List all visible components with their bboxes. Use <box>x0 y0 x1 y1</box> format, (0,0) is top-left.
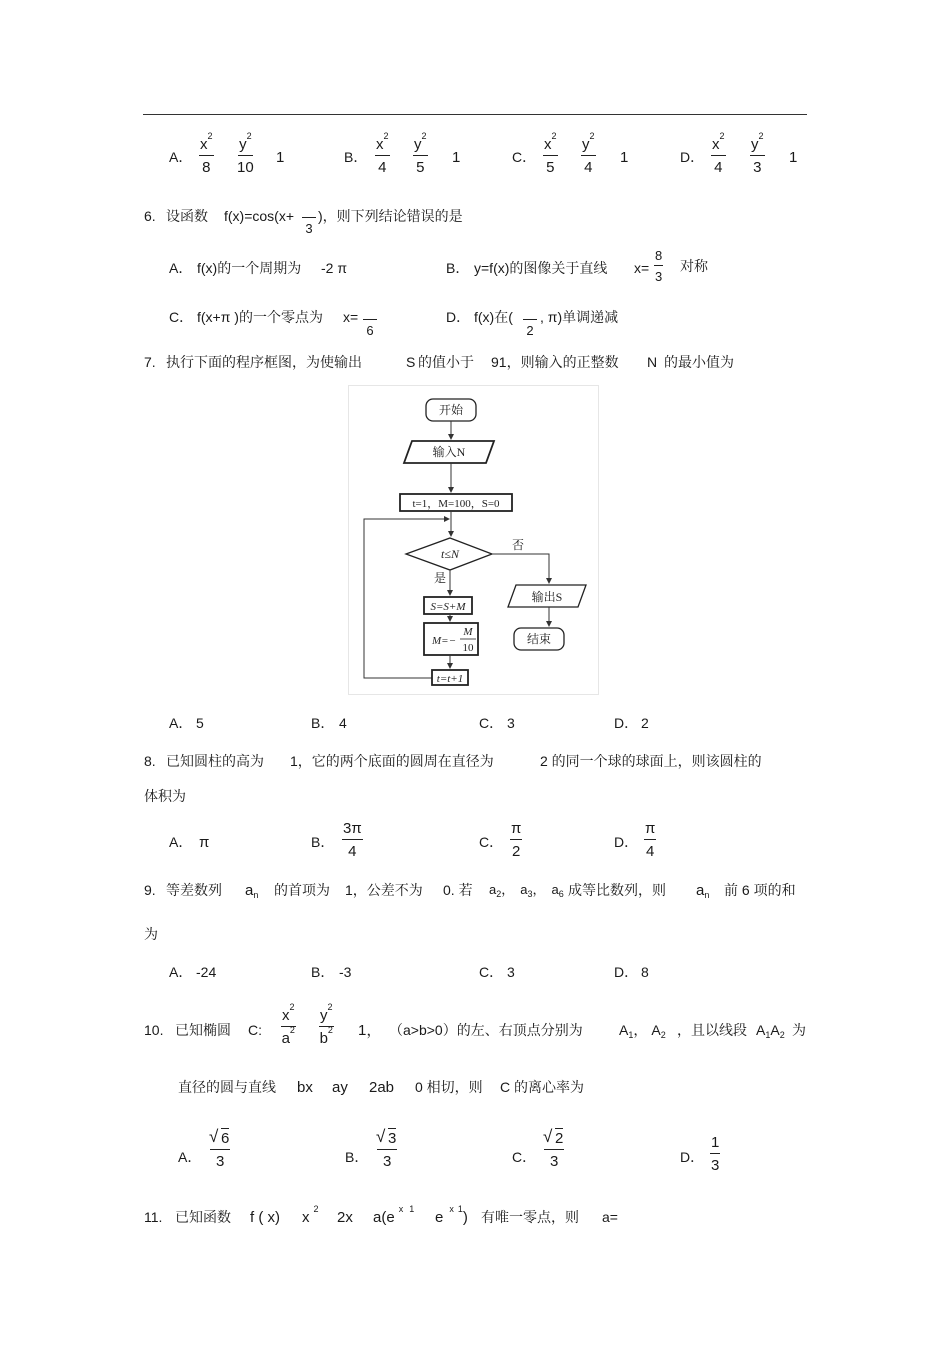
q7-c-val: 3 <box>507 715 515 731</box>
q9-stem-d: 0. 若 <box>443 882 473 898</box>
flow-start-text: 开始 <box>438 403 464 417</box>
q5-c-frac-x: $\frac{x^2}{5}$ <box>544 131 557 176</box>
q10-line2-bx: bx <box>297 1079 313 1096</box>
q6-c-xeq: x= <box>343 309 359 325</box>
q10-line2-c: C 的离心率为 <box>500 1079 584 1095</box>
q8-c-frac: $\frac{\pi}{2}$ <box>511 820 522 860</box>
q7-d-val: 2 <box>641 715 649 731</box>
q5-d-frac-y: $\frac{y^2}{3}$ <box>751 131 764 176</box>
flow-decision-text: t≤N <box>441 547 459 561</box>
q7-stem-c: 的最小值为 <box>664 354 734 370</box>
q6-d-text: f(x)在( <box>474 309 513 325</box>
q8-d-label: D． <box>614 834 639 850</box>
q9-a2a3a6: $a_2$， $a_3$， $a_6$ <box>489 882 564 899</box>
q10-stem-d: （a>b>0）的左、右顶点分别为 <box>389 1022 583 1038</box>
q8-b-label: B． <box>311 834 335 850</box>
q8-b-frac: $\frac{3\pi}{4}$ <box>343 820 362 860</box>
q7-stem-n: N <box>647 354 658 370</box>
q8-a-val: π <box>199 834 210 851</box>
q10-rhs: 1， <box>358 1022 382 1039</box>
q8-stem-a: 已知圆柱的高为 <box>166 753 264 769</box>
q7-c-label: C． <box>479 715 504 731</box>
q8-stem-1: 1，它的两个底面的圆周在直径为 <box>290 753 494 769</box>
q9-b-label: B． <box>311 964 335 980</box>
q5-a-frac-x: $\frac{x^2}{8}$ <box>200 131 213 176</box>
q8-stem-line2: 体积为 <box>144 788 186 804</box>
q9-stem-c: 1，公差不为 <box>345 882 423 898</box>
q9-a-label: A． <box>169 964 193 980</box>
q11-e2: e $^x$ $^1$) <box>435 1204 468 1226</box>
q9-d-val: 8 <box>641 964 649 980</box>
q10-stem-f: 为 <box>792 1022 806 1038</box>
q10-d-frac: $\frac{1}{3}$ <box>711 1134 720 1174</box>
q10-a1-a2: $A_1$， $A_2$ <box>619 1022 666 1040</box>
flow-input-text: 输入N <box>432 445 466 459</box>
q5-c-frac-y: $\frac{y^2}{4}$ <box>582 131 595 176</box>
q6-b-xeq: x= <box>634 260 650 276</box>
flow-step2-num: M <box>463 626 473 638</box>
q6-a-text: f(x)的一个周期为 <box>197 260 302 276</box>
q7-b-val: 4 <box>339 715 347 731</box>
q5-option-b-label: B． <box>344 149 368 165</box>
q8-c-label: C． <box>479 834 504 850</box>
flow-step1-text: S=S+M <box>430 601 466 613</box>
q9-b-val: -3 <box>339 964 352 980</box>
q10-line2-2ab: 2ab <box>369 1079 395 1096</box>
q10-stem-a: 已知椭圆 <box>175 1022 231 1038</box>
q8-a-label: A． <box>169 834 193 850</box>
q5-option-c-label: C． <box>512 149 537 165</box>
flow-step3-text: t=t+1 <box>436 673 464 685</box>
q5-option-d-label: D． <box>680 149 705 165</box>
q10-c-label: C． <box>512 1149 537 1165</box>
q8-d-frac: $\frac{\pi}{4}$ <box>645 820 656 860</box>
q5-b-frac-y: $\frac{y^2}{5}$ <box>414 131 427 176</box>
q7-flowchart <box>348 385 599 695</box>
q6-c-text: f(x+π )的一个零点为 <box>197 309 323 325</box>
q10-frac-x: $\frac{x^2}{a^2}$ <box>281 1002 295 1047</box>
q6-b-text: y=f(x)的图像关于直线 <box>474 260 608 276</box>
flow-yes-label: 是 <box>433 571 447 585</box>
q10-line2-0: 0 相切，则 <box>415 1079 483 1095</box>
q9-c-label: C． <box>479 964 504 980</box>
q7-stem-a: 执行下面的程序框图，为使输出 <box>166 354 362 370</box>
q6-a-val: -2 π <box>321 260 347 276</box>
q6-b-label: B． <box>446 260 470 276</box>
q9-an: $a_n$ <box>245 882 259 900</box>
q11-number: 11. <box>144 1209 163 1225</box>
q6-stem-a: 设函数 <box>166 208 208 224</box>
q10-d-label: D． <box>680 1149 705 1165</box>
q5-a-rhs: 1 <box>276 149 285 166</box>
flow-output-text: 输出S <box>531 590 563 604</box>
q7-number: 7. <box>144 354 156 370</box>
q10-frac-y: $\frac{y^2}{b^2}$ <box>319 1002 333 1047</box>
q6-d-frac: 2 <box>523 309 537 337</box>
q6-stem-frac: 3 <box>302 205 316 235</box>
q10-c-frac: √ $\frac{2}{3}$ <box>544 1131 564 1169</box>
q10-b-label: B． <box>345 1149 369 1165</box>
q10-a-frac: √ $\frac{6}{3}$ <box>210 1131 230 1169</box>
q6-c-label: C． <box>169 309 194 325</box>
q10-line2-ay: ay <box>332 1079 348 1096</box>
q10-number: 10. <box>144 1022 164 1038</box>
q11-stem-c: a= <box>602 1209 618 1225</box>
q7-a-val: 5 <box>196 715 204 731</box>
q10-a-label: A． <box>178 1149 202 1165</box>
q5-d-rhs: 1 <box>789 149 798 166</box>
q10-b-frac: √ $\frac{3}{3}$ <box>377 1131 397 1169</box>
q11-stem-b: 有唯一零点，则 <box>481 1209 579 1225</box>
q5-a-frac-y: $\frac{y^2}{10}$ <box>237 131 254 176</box>
q5-option-a-label: A． <box>169 149 193 165</box>
q5-b-frac-x: $\frac{x^2}{4}$ <box>376 131 389 176</box>
q6-c-frac: 6 <box>363 309 377 337</box>
flow-end-text: 结束 <box>526 632 552 646</box>
q7-a-label: A． <box>169 715 193 731</box>
q11-fx: f ( x) <box>250 1209 280 1226</box>
q6-b-frac: $\frac{8}{3}$ <box>655 248 663 284</box>
q11-2x: 2x <box>337 1209 353 1226</box>
q10-line2-a: 直径的圆与直线 <box>178 1079 276 1095</box>
q9-stem-f: 前 6 项的和 <box>724 882 796 898</box>
q10-stem-c: C: <box>248 1022 262 1038</box>
q9-stem-a: 等差数列 <box>166 882 222 898</box>
q7-b-label: B． <box>311 715 335 731</box>
q8-number: 8. <box>144 753 156 769</box>
q7-d-label: D． <box>614 715 639 731</box>
q7-stem-b: 的值小于 <box>418 354 474 370</box>
q7-stem-s: S <box>406 354 416 370</box>
q7-stem-91: 91，则输入的正整数 <box>491 354 619 370</box>
flow-step2-lhs: M=− <box>431 635 457 647</box>
q8-stem-2: 2 的同一个球的球面上，则该圆柱的 <box>540 753 762 769</box>
q9-d-label: D． <box>614 964 639 980</box>
q9-stem-b: 的首项为 <box>274 882 330 898</box>
q5-c-rhs: 1 <box>620 149 629 166</box>
q5-d-frac-x: $\frac{x^2}{4}$ <box>712 131 725 176</box>
q9-number: 9. <box>144 882 156 898</box>
q10-stem-e: ，且以线段 <box>677 1022 747 1038</box>
q6-stem-c: )，则下列结论错误的是 <box>318 208 463 224</box>
q6-number: 6. <box>144 208 156 224</box>
q6-b-tail: 对称 <box>680 258 708 274</box>
header-rule <box>143 114 807 115</box>
q10-segment: $A_1A_2$ <box>756 1022 785 1040</box>
q9-stem-e: 成等比数列，则 <box>568 882 666 898</box>
q9-a-val: -24 <box>196 964 217 980</box>
flow-step2-den: 10 <box>462 642 474 654</box>
q9-stem-line2: 为 <box>144 926 158 942</box>
q6-d-tail: , π)单调递减 <box>540 309 619 325</box>
flow-no-label: 否 <box>511 538 525 552</box>
q6-stem-b: f(x)=cos(x+ <box>224 208 295 224</box>
q9-an-2: $a_n$ <box>696 882 710 900</box>
q6-d-label: D． <box>446 309 471 325</box>
q5-b-rhs: 1 <box>452 149 461 166</box>
q11-stem-a: 已知函数 <box>175 1209 231 1225</box>
q9-c-val: 3 <box>507 964 515 980</box>
q11-ae: a(e $^x$ $^1$ <box>373 1204 415 1226</box>
q11-x2: x $^2$ <box>302 1204 319 1226</box>
flow-init-text: t=1，M=100，S=0 <box>412 498 500 510</box>
q6-a-label: A． <box>169 260 193 276</box>
